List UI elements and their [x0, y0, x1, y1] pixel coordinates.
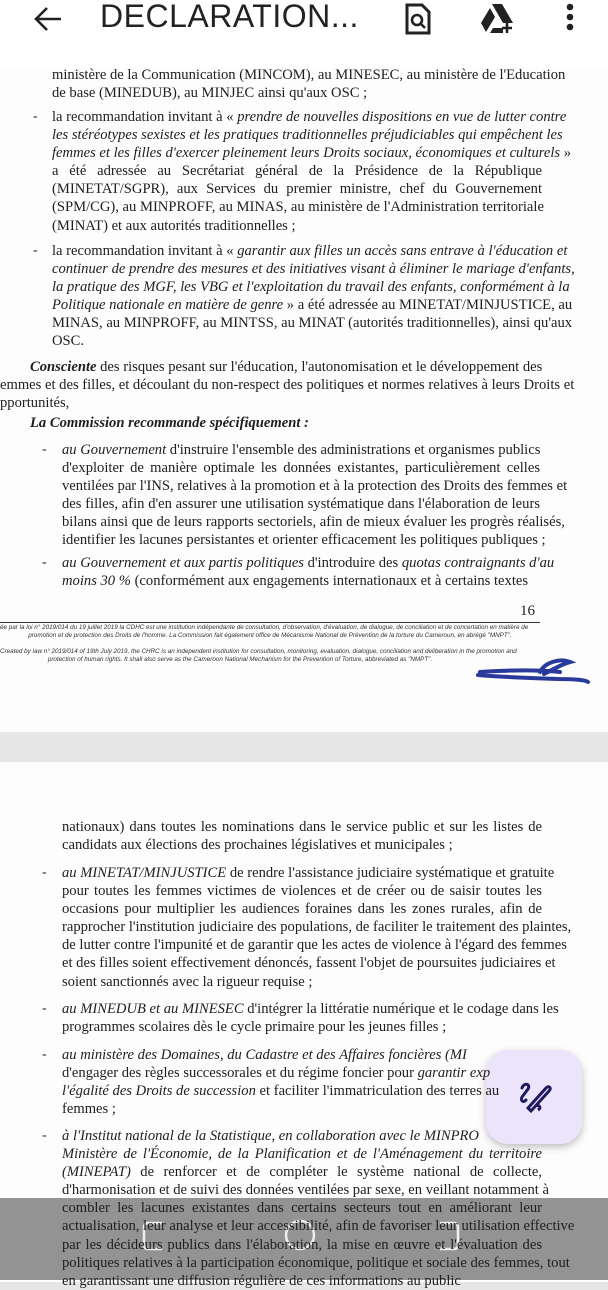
text-line: actualisation, leur analyse et leur accessibilité, afin de favoriser leur utilisation effective: [62, 1218, 575, 1235]
footnote-rule: [0, 622, 540, 623]
text-segment: Consciente: [30, 359, 97, 375]
text-line: politiques relatives à la participation économique, politique et sociale des femmes, tout: [62, 1254, 570, 1271]
text-line: programmes scolaires dès le cycle primaire pour les jeunes filles ;: [62, 1019, 447, 1036]
text-segment: continuer de prendre des mesures et des initiatives visant à éliminer le mariage d'enfants,: [52, 261, 575, 278]
bullet-marker: -: [42, 1128, 47, 1143]
text-line: [52, 296, 573, 314]
paragraph: [42, 1046, 542, 1118]
text-line: ministère de la Communication (MINCOM), au MINESEC, au ministère de l'Education: [52, 67, 566, 83]
bullet-marker: -: [42, 865, 47, 880]
text-line: bilans ainsi que de leurs rapports sectoriels, afin de mieux évaluer les progrès réalisés,: [62, 514, 565, 531]
text-line: femmes ;: [62, 1101, 116, 1118]
text-segment: Ministère de l'Économie, de la Planification et de l'Aménagement du territoire: [62, 1146, 542, 1163]
text-line: [62, 1046, 542, 1064]
text-segment: au Gouvernement: [62, 442, 167, 458]
text-line: [62, 1145, 542, 1163]
text-line: occasions pour multiplier les audiences foraines dans les zones rurales, afin de: [62, 901, 542, 918]
pdf-page-16: [0, 68, 608, 732]
paragraph: [42, 864, 572, 991]
paragraph: [33, 108, 572, 235]
find-in-document-icon[interactable]: [404, 3, 432, 35]
back-arrow-icon[interactable]: [33, 6, 63, 32]
text-segment: femmes et les filles d'exercer pleinement leurs Droits sociaux, économiques et culturels: [52, 145, 561, 162]
pdf-page-17: [0, 762, 608, 1289]
text-segment: la pratique des MGF, les VBG et l'exploitation du travail des enfants, conformément à la: [52, 279, 570, 296]
text-line: [52, 108, 567, 126]
text-segment: d'introduire des: [303, 555, 402, 571]
paragraph: [0, 358, 575, 412]
bullet-marker: -: [42, 1001, 47, 1016]
text-line: [62, 1163, 542, 1181]
signature: [470, 650, 595, 690]
text-line: et des filles soient effectivement dénoncés, fassent l'objet de poursuites judiciaires et: [62, 955, 556, 972]
text-segment: (conformément aux engagements internationaux et à certains textes: [130, 573, 529, 590]
text-line: d'exploiter de manière optimale les données existantes, particulièrement celles: [62, 460, 540, 477]
bullet-marker: -: [42, 1047, 47, 1062]
more-vert-icon[interactable]: [564, 2, 576, 34]
footnote-line: promotion et de protection des Droits de l'homme. La Commission fait également office de Mécanisme National de Prévention de la torture du Cameroun, en abrégé "MNPT".: [28, 632, 512, 639]
text-line: [62, 1082, 542, 1100]
text-segment: quotas contraignants d'au: [401, 555, 555, 571]
text-segment: des risques pesant sur l'éducation, l'autonomisation et le développement des: [96, 359, 543, 375]
text-line: [52, 278, 570, 296]
text-line: [62, 864, 555, 882]
footnote-line: protection of human rights. It shall also serve as the Cameroon National Mechanism for the Prevention of Torture, abbreviated as "NMPT".: [47, 656, 433, 663]
text-segment: (MINEPAT): [62, 1164, 131, 1181]
text-line: [52, 260, 575, 278]
text-line: emmes et des filles, et découlant du non-respect des politiques et normes relatives à leurs Droits et: [0, 377, 575, 394]
document-title: DECLARATION...: [100, 0, 359, 34]
paragraph: [33, 242, 575, 351]
text-segment: La Commission recommande spécifiquement :: [30, 415, 309, 431]
text-line: par les décideurs publics dans l'élaboration, la mise en œuvre et l'évaluation des: [62, 1236, 542, 1253]
paragraph: [42, 441, 568, 550]
text-line: de lutter contre l'impunité et de garantir que les actes de violence à l'égard des femmes: [62, 937, 567, 954]
footnote-line: ée par la loi n° 2019/014 du 19 juillet 2019 la CDHC est une institution indépendante de consultation, d'observation, d'évaluation, de dialogue, de conciliation et de concertation en matière de: [0, 624, 529, 631]
text-segment: la recommandation invitant à «: [52, 109, 238, 125]
text-segment: au Gouvernement et aux partis politiques: [62, 555, 304, 571]
text-line: en garantissant une diffusion régulière de ces informations au public: [62, 1272, 461, 1289]
text-line: rapprocher l'institution judiciaire des populations, de faciliter le traitement des plaintes,: [62, 919, 572, 936]
text-segment: l'égalité des Droits de succession: [62, 1083, 256, 1100]
text-line: (SPM/CG), au MINPROFF, au MINAS, au ministère de l'Administration territoriale: [52, 199, 544, 216]
text-line: de base (MINEDUB), au MINJEC ainsi qu'aux OSC ;: [52, 85, 368, 102]
app-bar: [0, 0, 608, 68]
text-segment: d'instruire l'ensemble des administrations et organismes publics: [166, 442, 541, 458]
text-line: [62, 572, 540, 590]
add-to-drive-icon[interactable]: [480, 2, 516, 34]
text-line: pour toutes les femmes victimes de violences et de créer ou de saisir toutes les: [62, 883, 542, 900]
text-line: nationaux) dans toutes les nominations dans le service public et sur les listes de: [62, 819, 542, 835]
bullet-marker: -: [42, 442, 47, 457]
text-line: a été adressée au Secrétariat général de la Présidence de la République: [52, 163, 542, 180]
text-segment: et faciliter l'immatriculation des terres au: [255, 1083, 500, 1100]
footnote-en: [0, 648, 517, 664]
text-line: [62, 1127, 542, 1145]
text-segment: d'intégrer la littératie numérique et le codage dans les: [243, 1001, 559, 1017]
footnote-line: Created by law n° 2019/014 of 19th July 2019, the CHRC is an independent institution for consultation, monitoring, evaluation, dialogue, conciliation and deliberation in the promotion and: [0, 648, 517, 655]
text-segment: »: [560, 145, 572, 162]
paragraph: [42, 1000, 559, 1036]
text-segment: de renforcer et de compléter le système national de collecte,: [130, 1164, 542, 1181]
text-line: [52, 242, 568, 260]
text-segment: garantir aux filles un accès sans entrave à l'éducation et: [237, 243, 568, 259]
text-segment: garantir exp: [417, 1065, 491, 1082]
text-line: [62, 441, 540, 459]
text-line: MINAS, au MINPROFF, au MINTSS, au MINAT (autorités traditionnelles), ainsi qu'aux: [52, 315, 573, 332]
text-line: ventilées par l'INS, relatives à la promotion et à la protection des Droits des femmes et: [62, 478, 568, 495]
text-segment: à l'Institut national de la Statistique, en collaboration avec le MINPRO: [62, 1128, 479, 1144]
text-segment: au MINETAT/MINJUSTICE: [62, 865, 227, 881]
text-segment: d'engager des règles successorales et du régime foncier pour: [62, 1065, 418, 1082]
text-line: identifier les lacunes persistantes et orienter efficacement les politiques publiques ;: [62, 532, 546, 549]
text-line: des filles, afin d'en assurer une utilisation systématique dans l'élaboration de leurs: [62, 496, 540, 513]
text-segment: au ministère des Domaines, du Cadastre et des Affaires foncières (MI: [62, 1047, 467, 1063]
paragraph: [52, 66, 566, 102]
paragraph: [62, 818, 542, 854]
text-segment: prendre de nouvelles dispositions en vue de lutter contre: [237, 109, 567, 125]
text-line: [62, 554, 555, 572]
text-line: candidats aux élections des prochaines législatives et municipales ;: [62, 837, 453, 854]
bullet-marker: -: [42, 555, 47, 570]
text-line: combler les lacunes existantes dans certains secteurs tout en améliorant leur: [62, 1200, 542, 1217]
text-segment: la recommandation invitant à «: [52, 243, 238, 259]
text-line: [62, 1000, 559, 1018]
text-line: (MINAT) et aux autorités traditionnelles ;: [52, 217, 296, 234]
text-line: d'harmonisation et de suivi des données ventilées par sexe, en veillant notamment à: [62, 1182, 549, 1199]
text-segment: » a été adressée au MINETAT/MINJUSTICE, au: [283, 297, 573, 314]
bullet-marker: -: [33, 243, 38, 258]
text-segment: les stéréotypes sexistes et les pratiques traditionnelles préjudiciables qui empêchent les: [52, 127, 563, 144]
bullet-marker: -: [33, 109, 38, 124]
text-line: pportunités,: [0, 395, 70, 412]
text-segment: de rendre l'assistance judiciaire systématique et gratuite: [226, 865, 555, 881]
text-line: [30, 414, 330, 432]
text-line: soient sanctionnés avec la rigueur requise ;: [62, 973, 313, 990]
text-segment: moins 30 %: [62, 573, 131, 590]
paragraph: [42, 1127, 575, 1290]
text-line: [62, 1064, 542, 1082]
paragraph: [42, 554, 555, 590]
text-line: [0, 358, 543, 376]
page-number: 16: [520, 603, 535, 619]
text-segment: au MINEDUB et au MINESEC: [62, 1001, 244, 1017]
text-line: [52, 144, 572, 162]
text-line: (MINETAT/SGPR), aux Services du premier ministre, chef du Gouvernement: [52, 181, 542, 198]
paragraph: [30, 414, 330, 432]
text-segment: Politique nationale en matière de genre: [52, 297, 284, 314]
text-line: [52, 126, 563, 144]
footnote-fr: [0, 624, 540, 640]
text-line: OSC.: [52, 333, 85, 350]
